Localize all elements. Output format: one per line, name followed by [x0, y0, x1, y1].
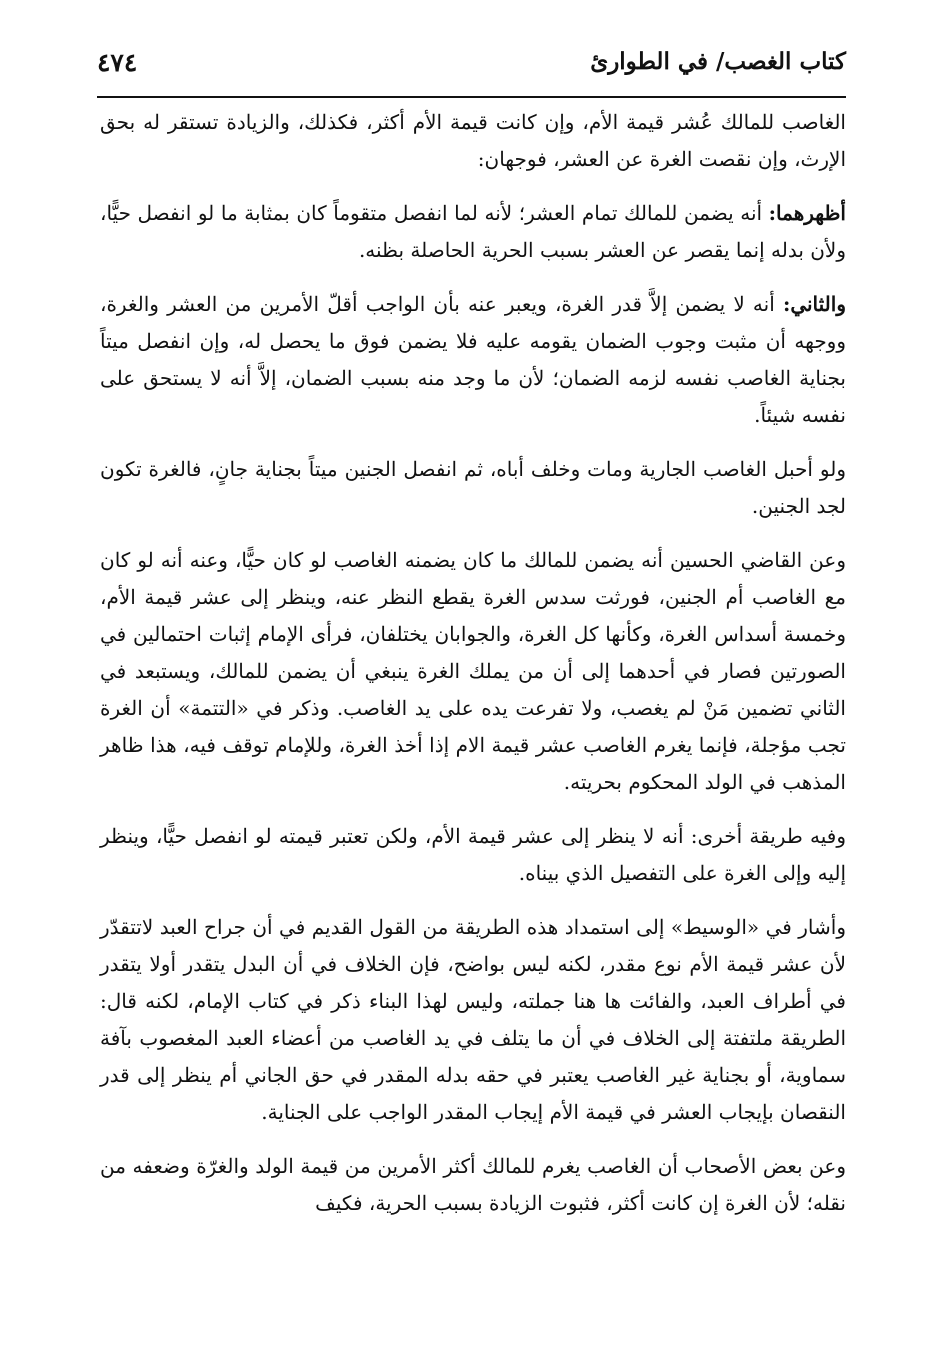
paragraph-text: وعن بعض الأصحاب أن الغاصب يغرم للمالك أكثر الأمرين من قيمة الولد والغرّة وضعفه من نقله؛ لأن الغرة إن كانت أكثر، فثبوت الزيادة بسبب الحرية، فكيف	[100, 1154, 846, 1215]
paragraph-text: الغاصب للمالك عُشر قيمة الأم، وإن كانت قيمة الأم أكثر، فكذلك، والزيادة تستقر له بحق الإرث، وإن نقصت الغرة عن العشر، فوجهان:	[100, 110, 846, 171]
paragraph-qadi-husayn	[100, 542, 846, 801]
paragraph-text: وفيه طريقة أخرى: أنه لا ينظر إلى عشر قيمة الأم، ولكن تعتبر قيمته لو انفصل حيًّا، وينظر إليه وإلى الغرة على التفصيل الذي بيناه.	[100, 824, 846, 885]
paragraph-continuation	[100, 104, 846, 178]
paragraph-text: أنه لا يضمن إلاَّ قدر الغرة، ويعبر عنه بأن الواجب أقلّ الأمرين من العشر والغرة، ووجهه أن مثبت وجوب الضمان يقومه عليه فلا يضمن فوق ما يحصل له، وإن انفصل ميتاً بجناية الغاصب نفسه لزمه الضمان؛ لأن ما وجد منه بسبب الضمان، إلاَّ أنه لا يستحق على نفسه شيئاً.	[100, 292, 847, 427]
paragraph-first-view	[100, 195, 846, 269]
paragraph-second-view	[100, 286, 846, 434]
page-body	[100, 104, 846, 1239]
running-header	[97, 44, 846, 92]
running-title: كتاب الغصب/ في الطوارئ	[590, 48, 846, 75]
paragraph-companions-view	[100, 1148, 846, 1222]
paragraph-grandfather-case	[100, 451, 846, 525]
paragraph-text: وعن القاضي الحسين أنه يضمن للمالك ما كان يضمنه الغاصب لو كان حيًّا، وعنه أنه لو كان مع الغاصب أم الجنين، فورثت سدس الغرة يقطع النظر عنه، وينظر إلى عشر قيمة الأم، وخمسة أسداس الغرة، وكأنها كل الغرة، والجوابان يختلفان، فرأى الإمام إثبات احتمالين في الصورتين فصار في أحدهما إلى أن من يملك الغرة ينبغي أن يضمن للمالك، ويستبعد في الثاني تضمين مَنْ لم يغصب، ولا تفرعت يده على يد الغاصب. وذكر في «التتمة» أن الغرة تجب مؤجلة، فإنما يغرم الغاصب عشر قيمة الام إذا أخذ الغرة، وللإمام توقف فيه، هذا ظاهر المذهب في الولد المحكوم بحريته.	[100, 548, 846, 794]
paragraph-other-method	[100, 818, 846, 892]
paragraph-wasit-reference	[100, 909, 846, 1131]
paragraph-text: وأشار في «الوسيط» إلى استمداد هذه الطريقة من القول القديم في أن جراح العبد لاتتقدّر لأن عشر قيمة الأم نوع مقدر، لكنه ليس بواضح، فإن الخلاف في أن البدل يتقدر أولا يتقدر في أطراف العبد، والفائت ها هنا جملته، وليس لهذا البناء ذكر في كتاب الإمام، لكنه قال: الطريقة ملتفتة إلى الخلاف في أن ما يتلف في يد الغاصب من أعضاء العبد المغصوب بآفة سماوية، أو بجناية غير الغاصب يعتبر في حقه بدله المقدر في حق الجاني أم ينظر إلى قدر النقصان بإيجاب العشر في قيمة الأم إيجاب المقدر الواجب على الجناية.	[100, 915, 846, 1124]
paragraph-lead: والثاني:	[782, 292, 846, 316]
paragraph-text: أنه يضمن للمالك تمام العشر؛ لأنه لما انفصل متقوماً كان بمثابة ما لو انفصل حيًّا، ولأن بدله إنما يقصر عن العشر بسبب الحرية الحاصلة بظنه.	[100, 201, 846, 262]
paragraph-lead: أظهرهما:	[768, 201, 846, 225]
paragraph-text: ولو أحبل الغاصب الجارية ومات وخلف أباه، ثم انفصل الجنين ميتاً بجناية جانٍ، فالغرة تكون لجد الجنين.	[100, 457, 847, 518]
header-divider	[97, 96, 846, 98]
page-number: ٤٧٤	[97, 48, 138, 77]
